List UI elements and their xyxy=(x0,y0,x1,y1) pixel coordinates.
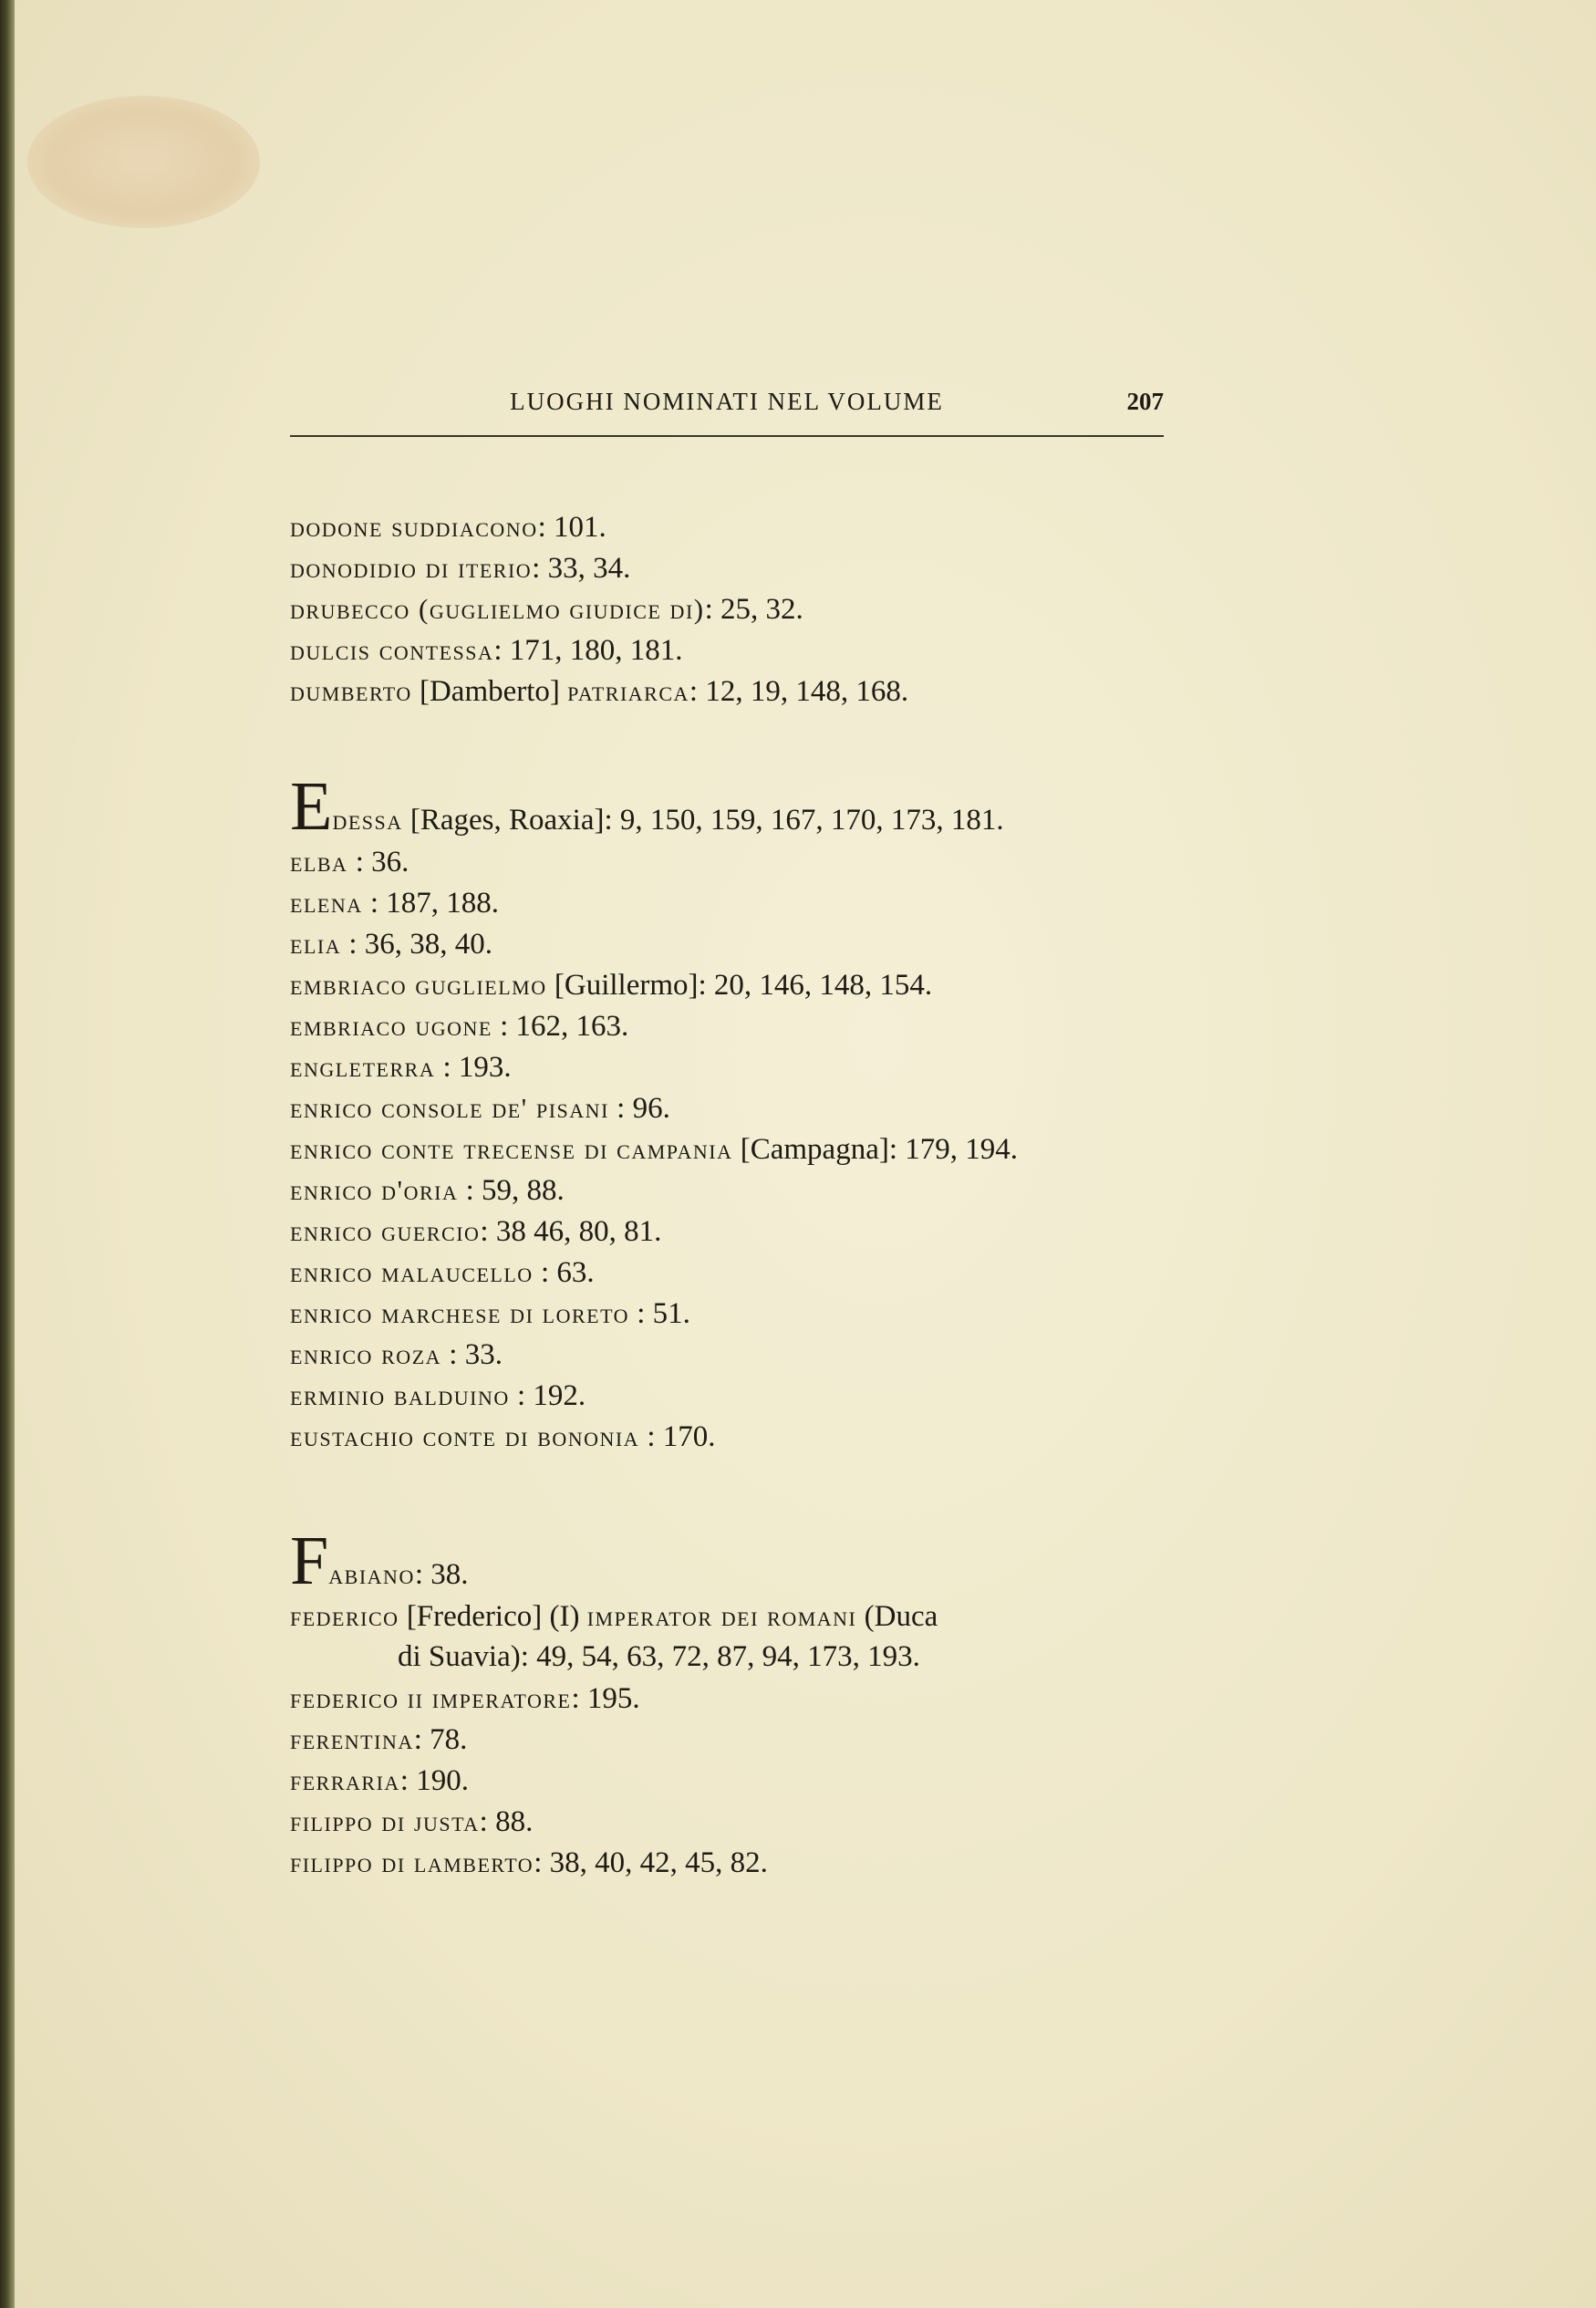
index-entry xyxy=(290,1678,1184,1719)
index-entry xyxy=(290,1170,1184,1211)
index-entry xyxy=(290,629,1184,671)
index-entry xyxy=(290,1005,1184,1046)
entry-refs: : 38. xyxy=(414,1558,469,1591)
entry-refs: (Duca xyxy=(856,1600,938,1633)
entry-name: enrico console de' pisani xyxy=(290,1092,609,1124)
index-entry xyxy=(290,768,1184,845)
entry-name: dessa xyxy=(332,804,403,836)
entry-name: elena xyxy=(290,887,363,919)
entry-refs: : 25, 32. xyxy=(704,593,803,626)
index-entry xyxy=(290,506,1184,547)
entry-name: enrico guercio xyxy=(290,1215,481,1247)
index-entry xyxy=(290,588,1184,629)
drop-cap-letter: E xyxy=(290,768,333,845)
running-title: LUOGHI NOMINATI NEL VOLUME xyxy=(510,388,944,415)
index-entry xyxy=(290,547,1184,588)
entry-refs: : 20, 146, 148, 154. xyxy=(698,969,933,1002)
drop-cap-letter: F xyxy=(290,1523,329,1599)
index-entry xyxy=(290,1416,1184,1457)
entry-refs: : 33, 34. xyxy=(532,552,631,585)
book-binding-edge xyxy=(0,0,15,2308)
index-entry xyxy=(290,1087,1184,1128)
section-e xyxy=(290,768,1184,1457)
index-entry-continuation: di Suavia): 49, 54, 63, 72, 87, 94, 173, 193. xyxy=(398,1640,920,1673)
entry-bracket: [Rages, Roaxia] xyxy=(402,804,605,837)
index-entry xyxy=(290,964,1184,1005)
index-entries xyxy=(290,506,1184,1883)
entry-name: elia xyxy=(290,928,342,960)
entry-name: engleterra xyxy=(290,1051,436,1083)
entry-name: embriaco ugone xyxy=(290,1010,492,1042)
entry-refs: : 78. xyxy=(413,1723,468,1756)
entry-refs: : 33. xyxy=(441,1338,503,1371)
entry-refs: : 38, 40, 42, 45, 82. xyxy=(534,1846,768,1879)
entry-bracket: [Guillermo] xyxy=(546,969,699,1002)
entry-bracket: [Damberto] xyxy=(411,675,568,708)
entry-name: dumberto xyxy=(290,675,412,707)
entry-refs: : 96. xyxy=(608,1092,670,1125)
entry-name: enrico roza xyxy=(290,1338,442,1370)
section-f xyxy=(290,1523,1184,1883)
index-entry xyxy=(290,1128,1184,1170)
entry-name: embriaco guglielmo xyxy=(290,969,547,1001)
index-entry xyxy=(290,1252,1184,1293)
index-entry xyxy=(290,1719,1184,1760)
entry-refs: : 88. xyxy=(479,1805,534,1838)
index-entry xyxy=(290,1801,1184,1842)
entry-refs: : 36. xyxy=(347,846,409,878)
entry-refs: : 192. xyxy=(509,1379,586,1412)
entry-name: enrico conte trecense di campania xyxy=(290,1133,733,1165)
entry-name: donodidio di iterio xyxy=(290,552,533,584)
entry-refs: : 9, 150, 159, 167, 170, 173, 181. xyxy=(604,804,1004,837)
index-entry xyxy=(290,1596,1184,1637)
entry-name: drubecco (guglielmo giudice di) xyxy=(290,593,705,625)
paper-stain xyxy=(27,96,260,228)
entry-refs: : 59, 88. xyxy=(458,1174,565,1207)
entry-refs: : 187, 188. xyxy=(362,887,500,920)
index-entry xyxy=(290,1293,1184,1334)
index-entry xyxy=(290,1046,1184,1087)
entry-name: enrico marchese di loreto xyxy=(290,1297,630,1329)
entry-refs: : 190. xyxy=(399,1764,469,1797)
entry-name: ferraria xyxy=(290,1764,400,1796)
entry-name: federico ii imperatore xyxy=(290,1682,572,1714)
entry-name: erminio balduino xyxy=(290,1379,510,1411)
index-entry xyxy=(290,1375,1184,1416)
index-entry xyxy=(290,923,1184,964)
entry-bracket: [Campagna] xyxy=(732,1133,889,1166)
section-d xyxy=(290,506,1184,712)
section-gap xyxy=(290,712,1184,786)
entry-refs: : 36, 38, 40. xyxy=(341,928,493,961)
entry-name-continued: imperator dei romani xyxy=(586,1600,857,1632)
entry-name: enrico malaucello xyxy=(290,1256,534,1288)
entry-refs: : 193. xyxy=(435,1051,512,1084)
entry-name-continued: patriarca xyxy=(567,675,689,707)
index-entry xyxy=(290,1334,1184,1375)
index-entry xyxy=(290,882,1184,923)
index-entry xyxy=(290,671,1184,712)
entry-bracket: [Frederico] (I) xyxy=(399,1600,587,1633)
entry-refs: : 63. xyxy=(533,1256,595,1289)
entry-refs: : 179, 194. xyxy=(888,1133,1019,1166)
entry-name: filippo di justa xyxy=(290,1805,480,1837)
entry-name: elba xyxy=(290,846,348,878)
entry-refs: : 162, 163. xyxy=(492,1010,629,1043)
entry-name: enrico d'oria xyxy=(290,1174,459,1206)
entry-name: filippo di lamberto xyxy=(290,1846,534,1878)
page-number: 207 xyxy=(1126,388,1164,415)
index-entry xyxy=(290,841,1184,882)
index-entry xyxy=(290,1760,1184,1801)
entry-name: federico xyxy=(290,1600,399,1632)
entry-refs: : 12, 19, 148, 168. xyxy=(689,675,909,708)
entry-name: dulcis contessa xyxy=(290,634,494,666)
entry-refs: : 170. xyxy=(639,1420,716,1453)
section-gap xyxy=(290,1457,1184,1541)
index-entry xyxy=(290,1842,1184,1883)
entry-name: abiano xyxy=(328,1558,415,1590)
entry-refs: : 195. xyxy=(571,1682,640,1715)
entry-name: ferentina xyxy=(290,1723,414,1755)
index-entry xyxy=(290,1211,1184,1252)
index-entry xyxy=(290,1523,1184,1599)
entry-refs: : 171, 180, 181. xyxy=(493,634,683,667)
entry-refs: : 38 46, 80, 81. xyxy=(480,1215,662,1248)
entry-refs: : 51. xyxy=(629,1297,690,1330)
entry-name: eustachio conte di bononia xyxy=(290,1420,640,1452)
entry-name: dodone suddiacono xyxy=(290,511,538,543)
running-header xyxy=(290,388,1164,437)
entry-refs: : 101. xyxy=(537,511,606,544)
